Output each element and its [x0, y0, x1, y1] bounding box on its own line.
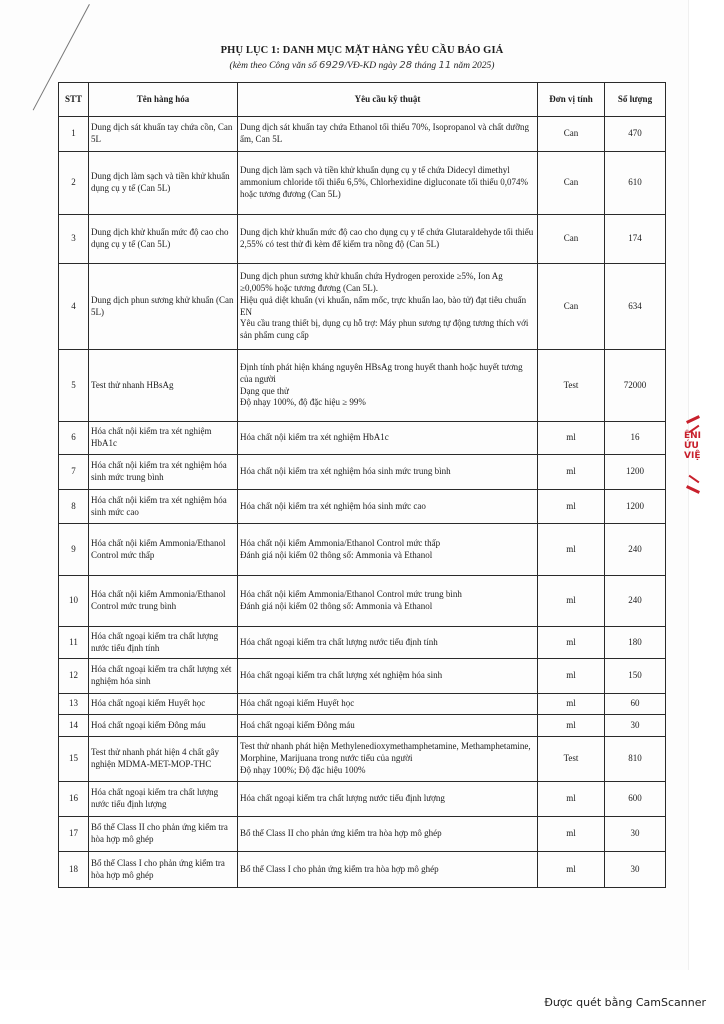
cell-qty: 30 [605, 852, 666, 888]
cell-spec [238, 152, 538, 215]
spec-line: Hiệu quả diệt khuẩn (vi khuẩn, nấm mốc, trực khuẩn lao, bào tử) đạt tiêu chuẩn EN [240, 294, 527, 317]
cell-name: Hóa chất nội kiểm Ammonia/Ethanol Control mức thấp [89, 524, 238, 576]
subtitle-suffix: năm 2025) [453, 61, 495, 71]
cell-name: Hoá chất ngoại kiểm Đông máu [89, 715, 238, 737]
cell-stt: 7 [59, 455, 89, 490]
cell-name: Hóa chất nội kiểm tra xét nghiệm hóa sinh mức cao [89, 490, 238, 524]
cell-unit: ml [538, 715, 605, 737]
cell-unit: ml [538, 422, 605, 455]
table-row [59, 694, 666, 715]
document-title: PHỤ LỤC 1: DANH MỤC MẶT HÀNG YÊU CẦU BÁO GIÁ [220, 45, 504, 56]
cell-unit: Can [538, 264, 605, 350]
cell-qty: 30 [605, 715, 666, 737]
subtitle-prefix: (kèm theo Công văn số [229, 61, 317, 71]
cell-stt: 18 [59, 852, 89, 888]
cell-spec [238, 117, 538, 152]
spec-line: Hóa chất nội kiểm Ammonia/Ethanol Control mức trung bình [240, 589, 462, 600]
spec-line: Hóa chất nội kiểm tra xét nghiệm HbA1c [240, 432, 389, 443]
seal-arc-mark [686, 485, 700, 494]
cell-unit: ml [538, 524, 605, 576]
cell-unit: ml [538, 455, 605, 490]
cell-stt: 1 [59, 117, 89, 152]
spec-line: Hóa chất ngoại kiểm tra chất lượng xét nghiệm hóa sinh [240, 670, 443, 681]
header-name: Tên hàng hóa [89, 83, 238, 117]
handwritten-doc-number: 6929 [318, 60, 345, 71]
seal-text-line: ỨU [684, 440, 699, 451]
cell-qty: 1200 [605, 455, 666, 490]
table-row [59, 782, 666, 817]
cell-name: Bổ thể Class I cho phản ứng kiểm tra hòa hợp mô ghép [89, 852, 238, 888]
spec-line: Dung dịch phun sương khử khuẩn chứa Hydrogen peroxide ≥5%, Ion Ag ≥0,005% hoặc tương đương (Can 5L). [240, 270, 503, 293]
cell-spec [238, 455, 538, 490]
table-row [59, 659, 666, 694]
cell-qty: 174 [605, 215, 666, 264]
cell-qty: 150 [605, 659, 666, 694]
table-row [59, 627, 666, 659]
cell-name: Hóa chất nội kiểm Ammonia/Ethanol Control mức trung bình [89, 576, 238, 627]
spec-line: Độ nhạy 100%, độ đặc hiệu ≥ 99% [240, 397, 366, 408]
spec-line: Hóa chất ngoại kiểm tra chất lượng nước tiểu định tính [240, 636, 438, 647]
cell-qty: 16 [605, 422, 666, 455]
cell-unit: Can [538, 152, 605, 215]
cell-name: Dung dịch phun sương khử khuẩn (Can 5L) [89, 264, 238, 350]
cell-stt: 10 [59, 576, 89, 627]
subtitle-mid: /VĐ-KD ngày [344, 61, 397, 71]
seal-text-line: VIỆ [684, 450, 701, 461]
table-row [59, 852, 666, 888]
cell-stt: 16 [59, 782, 89, 817]
header-unit: Đơn vị tính [538, 83, 605, 117]
spec-line: Dung dịch khử khuẩn mức độ cao cho dụng cụ y tế chứa Glutaraldehyde tối thiểu 2,55% có test thử đi kèm để kiểm tra nồng độ (Can 5L) [240, 227, 534, 249]
document-subtitle [0, 60, 724, 71]
seal-text [684, 432, 701, 462]
cell-stt: 13 [59, 694, 89, 715]
subtitle-month-label: tháng [414, 61, 437, 71]
cell-qty: 72000 [605, 350, 666, 422]
cell-spec [238, 422, 538, 455]
table-row [59, 715, 666, 737]
cell-name: Hóa chất ngoại kiểm tra chất lượng nước tiểu định tính [89, 627, 238, 659]
cell-name: Dung dịch làm sạch và tiền khử khuẩn dụng cụ y tế (Can 5L) [89, 152, 238, 215]
table-row [59, 422, 666, 455]
header-qty: Số lượng [605, 83, 666, 117]
camscanner-watermark: Được quét bằng CamScanner [544, 996, 706, 1009]
cell-name: Dung dịch khử khuẩn mức độ cao cho dụng cụ y tế (Can 5L) [89, 215, 238, 264]
table-row [59, 264, 666, 350]
cell-spec [238, 350, 538, 422]
seal-arc-mark [689, 475, 700, 484]
cell-name: Test thử nhanh HBsAg [89, 350, 238, 422]
cell-spec [238, 694, 538, 715]
cell-stt: 3 [59, 215, 89, 264]
cell-qty: 810 [605, 737, 666, 782]
table-row [59, 455, 666, 490]
table-row [59, 117, 666, 152]
table-row [59, 152, 666, 215]
cell-spec [238, 715, 538, 737]
handwritten-day: 28 [399, 60, 413, 71]
cell-qty: 30 [605, 817, 666, 852]
cell-unit: Test [538, 350, 605, 422]
table-row [59, 490, 666, 524]
table-header-row [59, 83, 666, 117]
cell-unit: ml [538, 782, 605, 817]
spec-line: Dạng que thử [240, 385, 289, 396]
cell-stt: 12 [59, 659, 89, 694]
cell-unit: Can [538, 215, 605, 264]
cell-stt: 8 [59, 490, 89, 524]
cell-spec [238, 737, 538, 782]
table-row [59, 350, 666, 422]
spec-line: Test thử nhanh phát hiện Methylenedioxymethamphetamine, Methamphetamine, Morphine, Marijuana trong nước tiểu của người [240, 741, 531, 764]
cell-unit: Test [538, 737, 605, 782]
cell-qty: 60 [605, 694, 666, 715]
cell-name: Hóa chất nội kiểm tra xét nghiệm hóa sinh mức trung bình [89, 455, 238, 490]
table-row [59, 524, 666, 576]
spec-line: Dung dịch làm sạch và tiền khử khuẩn dụng cụ y tế chứa Didecyl dimethyl ammonium chloride tối thiểu 6,5%, Chlorhexidine digluconate tối thiểu 0,074% hoặc tương đương (Can 5L) [240, 165, 528, 199]
seal-text-line: ÊNI [684, 431, 702, 441]
cell-spec [238, 524, 538, 576]
spec-line: Hoá chất ngoại kiểm Đông máu [240, 719, 355, 730]
cell-stt: 11 [59, 627, 89, 659]
spec-line: Định tính phát hiện kháng nguyên HBsAg trong huyết thanh hoặc huyết tương của người [240, 361, 523, 384]
cell-spec [238, 490, 538, 524]
cell-name: Hóa chất ngoại kiểm tra chất lượng nước tiểu định lượng [89, 782, 238, 817]
spec-line: Hóa chất nội kiểm tra xét nghiệm hóa sinh mức cao [240, 500, 426, 511]
cell-qty: 1200 [605, 490, 666, 524]
cell-spec [238, 576, 538, 627]
cell-qty: 634 [605, 264, 666, 350]
cell-stt: 14 [59, 715, 89, 737]
cell-unit: ml [538, 576, 605, 627]
cell-qty: 610 [605, 152, 666, 215]
spec-line: Hóa chất nội kiểm Ammonia/Ethanol Control mức thấp [240, 537, 441, 548]
table-body [59, 117, 666, 888]
cell-unit: Can [538, 117, 605, 152]
spec-line: Đánh giá nội kiểm 02 thông số: Ammonia và Ethanol [240, 549, 433, 560]
cell-unit: ml [538, 659, 605, 694]
cell-stt: 6 [59, 422, 89, 455]
table-row [59, 576, 666, 627]
cell-spec [238, 627, 538, 659]
cell-spec [238, 264, 538, 350]
seal-arc-mark [686, 415, 700, 424]
header-stt: STT [59, 83, 89, 117]
cell-name: Test thử nhanh phát hiện 4 chất gây nghiện MDMA-MET-MOP-THC [89, 737, 238, 782]
red-seal-partial [684, 398, 720, 548]
spec-line: Độ nhạy 100%; Độ đặc hiệu 100% [240, 764, 366, 775]
cell-unit: ml [538, 694, 605, 715]
cell-unit: ml [538, 490, 605, 524]
cell-spec [238, 215, 538, 264]
cell-spec [238, 782, 538, 817]
spec-line: Hóa chất ngoại kiểm Huyết học [240, 698, 355, 709]
spec-line: Bổ thể Class I cho phản ứng kiểm tra hòa hợp mô ghép [240, 863, 439, 874]
cell-name: Dung dịch sát khuẩn tay chứa cồn, Can 5L [89, 117, 238, 152]
cell-unit: ml [538, 817, 605, 852]
cell-stt: 2 [59, 152, 89, 215]
cell-qty: 240 [605, 576, 666, 627]
cell-stt: 9 [59, 524, 89, 576]
table-row [59, 215, 666, 264]
cell-qty: 600 [605, 782, 666, 817]
cell-name: Hóa chất nội kiểm tra xét nghiệm HbA1c [89, 422, 238, 455]
cell-qty: 470 [605, 117, 666, 152]
cell-stt: 4 [59, 264, 89, 350]
cell-spec [238, 659, 538, 694]
spec-line: Đánh giá nội kiểm 02 thông số: Ammonia và Ethanol [240, 601, 433, 611]
cell-spec [238, 852, 538, 888]
cell-name: Hóa chất ngoại kiểm tra chất lượng xét nghiệm hóa sinh [89, 659, 238, 694]
table-row [59, 737, 666, 782]
cell-qty: 180 [605, 627, 666, 659]
cell-unit: ml [538, 852, 605, 888]
cell-name: Bổ thể Class II cho phản ứng kiểm tra hòa hợp mô ghép [89, 817, 238, 852]
handwritten-month: 11 [438, 60, 452, 71]
spec-line: Hóa chất nội kiểm tra xét nghiệm hóa sinh mức trung bình [240, 466, 451, 477]
spec-line: Hóa chất ngoại kiểm tra chất lượng nước tiểu định lượng [240, 793, 445, 804]
cell-stt: 5 [59, 350, 89, 422]
spec-line: Dung dịch sát khuẩn tay chứa Ethanol tối thiểu 70%, Isopropanol và chất dưỡng ẩm, Can 5L [240, 122, 529, 144]
cell-qty: 240 [605, 524, 666, 576]
cell-stt: 15 [59, 737, 89, 782]
spec-line: Bổ thể Class II cho phản ứng kiểm tra hòa hợp mô ghép [240, 828, 442, 839]
header-spec: Yêu cầu kỹ thuật [238, 83, 538, 117]
cell-unit: ml [538, 627, 605, 659]
spec-line: Yêu cầu trang thiết bị, dụng cụ hỗ trợ: Máy phun sương tự động tương thích với sản phẩm cung cấp [240, 318, 529, 341]
table-row [59, 817, 666, 852]
cell-name: Hóa chất ngoại kiểm Huyết học [89, 694, 238, 715]
cell-spec [238, 817, 538, 852]
goods-table [58, 82, 666, 888]
cell-stt: 17 [59, 817, 89, 852]
